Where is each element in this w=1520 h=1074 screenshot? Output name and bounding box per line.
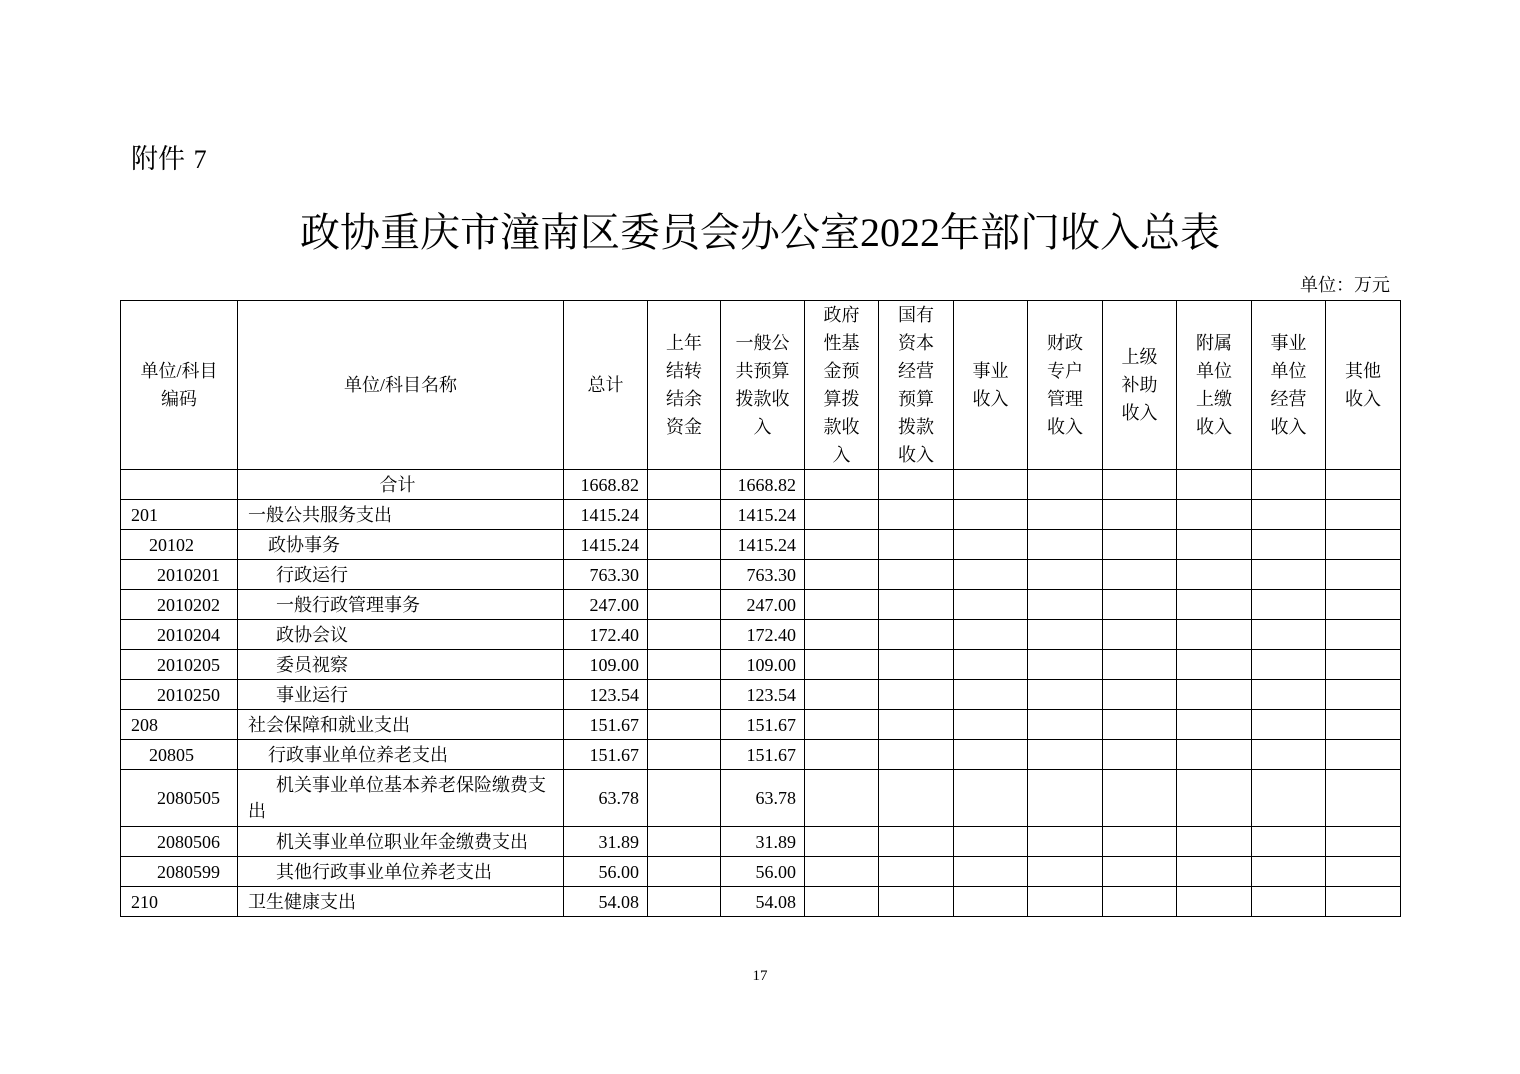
cell-empty	[1177, 590, 1252, 620]
cell-empty	[1252, 710, 1326, 740]
cell-empty	[1028, 500, 1103, 530]
cell-empty	[805, 887, 879, 917]
code-header: 单位/科目 编码	[121, 301, 238, 470]
cell-prev-balance	[648, 620, 721, 650]
table-row	[121, 770, 1401, 827]
cell-empty	[1326, 560, 1401, 590]
cell-code: 2080505	[121, 770, 238, 827]
cell-empty	[1252, 470, 1326, 500]
name-header: 单位/科目名称	[238, 301, 564, 470]
cell-empty	[1028, 887, 1103, 917]
cell-empty	[1252, 740, 1326, 770]
cell-empty	[1177, 620, 1252, 650]
cell-empty	[1326, 650, 1401, 680]
cell-empty	[1177, 740, 1252, 770]
cell-empty	[1028, 770, 1103, 827]
cell-general-budget: 123.54	[721, 680, 805, 710]
cell-empty	[879, 857, 954, 887]
table-body	[121, 470, 1401, 917]
table-row	[121, 710, 1401, 740]
cell-total: 172.40	[564, 620, 648, 650]
table-row	[121, 560, 1401, 590]
cell-empty	[879, 770, 954, 827]
cell-prev-balance	[648, 827, 721, 857]
cell-empty	[805, 530, 879, 560]
cell-code: 2010204	[121, 620, 238, 650]
cell-code: 2010250	[121, 680, 238, 710]
table-row	[121, 740, 1401, 770]
cell-total: 63.78	[564, 770, 648, 827]
cell-general-budget: 56.00	[721, 857, 805, 887]
cell-general-budget: 172.40	[721, 620, 805, 650]
table-row	[121, 530, 1401, 560]
cell-empty	[879, 710, 954, 740]
cell-empty	[954, 470, 1028, 500]
cell-empty	[1028, 650, 1103, 680]
cell-empty	[879, 827, 954, 857]
cell-empty	[805, 770, 879, 827]
cell-empty	[954, 620, 1028, 650]
operating-income-header: 事业 单位 经营 收入	[1252, 301, 1326, 470]
cell-empty	[1103, 530, 1177, 560]
cell-empty	[1028, 620, 1103, 650]
cell-empty	[1103, 650, 1177, 680]
cell-empty	[1103, 500, 1177, 530]
cell-name: 政协事务	[238, 530, 564, 560]
cell-empty	[1177, 710, 1252, 740]
affiliated-income-header: 附属 单位 上缴 收入	[1177, 301, 1252, 470]
cell-empty	[1326, 710, 1401, 740]
cell-empty	[954, 590, 1028, 620]
cell-general-budget: 151.67	[721, 740, 805, 770]
cell-empty	[954, 560, 1028, 590]
cell-empty	[1028, 827, 1103, 857]
cell-empty	[954, 857, 1028, 887]
cell-code: 2010205	[121, 650, 238, 680]
cell-code: 20805	[121, 740, 238, 770]
table-row	[121, 857, 1401, 887]
table-row	[121, 887, 1401, 917]
cell-empty	[879, 470, 954, 500]
cell-total: 56.00	[564, 857, 648, 887]
cell-prev-balance	[648, 710, 721, 740]
cell-total: 247.00	[564, 590, 648, 620]
cell-total: 31.89	[564, 827, 648, 857]
cell-prev-balance	[648, 530, 721, 560]
cell-empty	[1103, 470, 1177, 500]
cell-prev-balance	[648, 680, 721, 710]
cell-prev-balance	[648, 770, 721, 827]
cell-total: 109.00	[564, 650, 648, 680]
cell-general-budget: 247.00	[721, 590, 805, 620]
cell-empty	[1103, 740, 1177, 770]
cell-empty	[805, 740, 879, 770]
cell-code	[121, 470, 238, 500]
cell-empty	[805, 650, 879, 680]
cell-empty	[1103, 887, 1177, 917]
cell-empty	[1252, 650, 1326, 680]
table-row	[121, 650, 1401, 680]
cell-empty	[1103, 590, 1177, 620]
state-capital-header: 国有 资本 经营 预算 拨款 收入	[879, 301, 954, 470]
cell-code: 2010201	[121, 560, 238, 590]
cell-name: 行政运行	[238, 560, 564, 590]
cell-name: 一般公共服务支出	[238, 500, 564, 530]
cell-code: 210	[121, 887, 238, 917]
cell-empty	[879, 650, 954, 680]
cell-empty	[1103, 770, 1177, 827]
cell-empty	[1028, 530, 1103, 560]
table-row	[121, 470, 1401, 500]
cell-empty	[1028, 560, 1103, 590]
cell-general-budget: 63.78	[721, 770, 805, 827]
cell-name: 政协会议	[238, 620, 564, 650]
cell-code: 208	[121, 710, 238, 740]
cell-prev-balance	[648, 590, 721, 620]
prev-balance-header: 上年 结转 结余 资金	[648, 301, 721, 470]
cell-empty	[879, 620, 954, 650]
cell-empty	[1103, 710, 1177, 740]
cell-empty	[1252, 680, 1326, 710]
cell-empty	[1326, 680, 1401, 710]
unit-label: 单位：万元	[1300, 275, 1390, 295]
cell-prev-balance	[648, 560, 721, 590]
table-row	[121, 680, 1401, 710]
cell-empty	[954, 740, 1028, 770]
cell-empty	[805, 590, 879, 620]
cell-empty	[954, 530, 1028, 560]
table-row	[121, 620, 1401, 650]
cell-name: 卫生健康支出	[238, 887, 564, 917]
cell-prev-balance	[648, 650, 721, 680]
cell-empty	[1177, 680, 1252, 710]
cell-empty	[1326, 470, 1401, 500]
cell-code: 2010202	[121, 590, 238, 620]
cell-prev-balance	[648, 857, 721, 887]
income-table	[120, 300, 1401, 917]
cell-empty	[805, 680, 879, 710]
total-header: 总计	[564, 301, 648, 470]
cell-prev-balance	[648, 740, 721, 770]
cell-empty	[1326, 857, 1401, 887]
cell-empty	[1177, 857, 1252, 887]
cell-empty	[1103, 620, 1177, 650]
cell-empty	[1326, 827, 1401, 857]
cell-total: 151.67	[564, 740, 648, 770]
cell-empty	[954, 680, 1028, 710]
cell-empty	[954, 827, 1028, 857]
cell-empty	[1252, 887, 1326, 917]
cell-empty	[1326, 740, 1401, 770]
cell-prev-balance	[648, 470, 721, 500]
cell-code: 201	[121, 500, 238, 530]
attachment-text: 附件	[131, 144, 185, 175]
cell-empty	[954, 770, 1028, 827]
cell-empty	[805, 827, 879, 857]
cell-empty	[1326, 530, 1401, 560]
cell-empty	[1326, 887, 1401, 917]
cell-name: 社会保障和就业支出	[238, 710, 564, 740]
cell-empty	[1252, 857, 1326, 887]
cell-total: 763.30	[564, 560, 648, 590]
gov-fund-header: 政府 性基 金预 算拨 款收 入	[805, 301, 879, 470]
cell-empty	[879, 887, 954, 917]
cell-empty	[1326, 620, 1401, 650]
cell-empty	[1028, 740, 1103, 770]
cell-empty	[1177, 887, 1252, 917]
cell-empty	[879, 500, 954, 530]
cell-name: 机关事业单位基本养老保险缴费支出	[238, 770, 564, 827]
cell-empty	[1028, 680, 1103, 710]
cell-empty	[805, 620, 879, 650]
cell-empty	[1177, 770, 1252, 827]
cell-total: 1668.82	[564, 470, 648, 500]
cell-empty	[1177, 827, 1252, 857]
cell-general-budget: 1415.24	[721, 530, 805, 560]
cell-empty	[805, 500, 879, 530]
cell-empty	[1103, 857, 1177, 887]
cell-name: 事业运行	[238, 680, 564, 710]
cell-empty	[1177, 470, 1252, 500]
fiscal-account-header: 财政 专户 管理 收入	[1028, 301, 1103, 470]
cell-empty	[1177, 650, 1252, 680]
cell-empty	[1252, 590, 1326, 620]
cell-empty	[1252, 530, 1326, 560]
table-row	[121, 500, 1401, 530]
cell-empty	[1028, 470, 1103, 500]
cell-empty	[1326, 590, 1401, 620]
title-year: 2022	[860, 210, 940, 255]
cell-general-budget: 109.00	[721, 650, 805, 680]
cell-empty	[1252, 560, 1326, 590]
title-part1: 政协重庆市潼南区委员会办公室	[300, 210, 860, 256]
cell-empty	[954, 710, 1028, 740]
header-row	[121, 301, 1401, 470]
cell-empty	[954, 887, 1028, 917]
cell-empty	[879, 590, 954, 620]
cell-empty	[1177, 530, 1252, 560]
cell-name: 委员视察	[238, 650, 564, 680]
cell-code: 2080506	[121, 827, 238, 857]
cell-name: 其他行政事业单位养老支出	[238, 857, 564, 887]
attachment-label	[131, 143, 207, 177]
cell-empty	[1028, 857, 1103, 887]
cell-general-budget: 1415.24	[721, 500, 805, 530]
cell-empty	[879, 680, 954, 710]
cell-total: 123.54	[564, 680, 648, 710]
cell-name: 合计	[238, 470, 564, 500]
page-number: 17	[752, 968, 768, 984]
cell-empty	[1103, 560, 1177, 590]
other-income-header: 其他 收入	[1326, 301, 1401, 470]
cell-general-budget: 31.89	[721, 827, 805, 857]
cell-general-budget: 54.08	[721, 887, 805, 917]
cell-total: 1415.24	[564, 500, 648, 530]
cell-empty	[1177, 560, 1252, 590]
cell-name: 一般行政管理事务	[238, 590, 564, 620]
cell-empty	[1177, 500, 1252, 530]
cell-total: 1415.24	[564, 530, 648, 560]
cell-prev-balance	[648, 887, 721, 917]
cell-general-budget: 763.30	[721, 560, 805, 590]
cell-empty	[1252, 827, 1326, 857]
superior-subsidy-header: 上级 补助 收入	[1103, 301, 1177, 470]
cell-empty	[1252, 620, 1326, 650]
cell-empty	[1252, 770, 1326, 827]
cell-name: 机关事业单位职业年金缴费支出	[238, 827, 564, 857]
cell-empty	[805, 857, 879, 887]
cell-empty	[1028, 590, 1103, 620]
table-row	[121, 827, 1401, 857]
cell-empty	[954, 650, 1028, 680]
cell-empty	[1103, 827, 1177, 857]
cell-empty	[805, 560, 879, 590]
cell-code: 20102	[121, 530, 238, 560]
cell-empty	[879, 530, 954, 560]
cell-empty	[954, 500, 1028, 530]
cell-total: 151.67	[564, 710, 648, 740]
cell-prev-balance	[648, 500, 721, 530]
cell-total: 54.08	[564, 887, 648, 917]
cell-empty	[1028, 710, 1103, 740]
cell-general-budget: 1668.82	[721, 470, 805, 500]
table-row	[121, 590, 1401, 620]
business-income-header: 事业 收入	[954, 301, 1028, 470]
cell-code: 2080599	[121, 857, 238, 887]
cell-empty	[1326, 500, 1401, 530]
cell-general-budget: 151.67	[721, 710, 805, 740]
cell-empty	[805, 470, 879, 500]
cell-name: 行政事业单位养老支出	[238, 740, 564, 770]
cell-empty	[1252, 500, 1326, 530]
attachment-number: 7	[193, 145, 207, 174]
general-budget-header: 一般公 共预算 拨款收 入	[721, 301, 805, 470]
cell-empty	[1103, 680, 1177, 710]
cell-empty	[879, 740, 954, 770]
page-title	[0, 207, 1520, 259]
cell-empty	[879, 560, 954, 590]
cell-empty	[1326, 770, 1401, 827]
title-part2: 年部门收入总表	[940, 210, 1220, 256]
cell-empty	[805, 710, 879, 740]
